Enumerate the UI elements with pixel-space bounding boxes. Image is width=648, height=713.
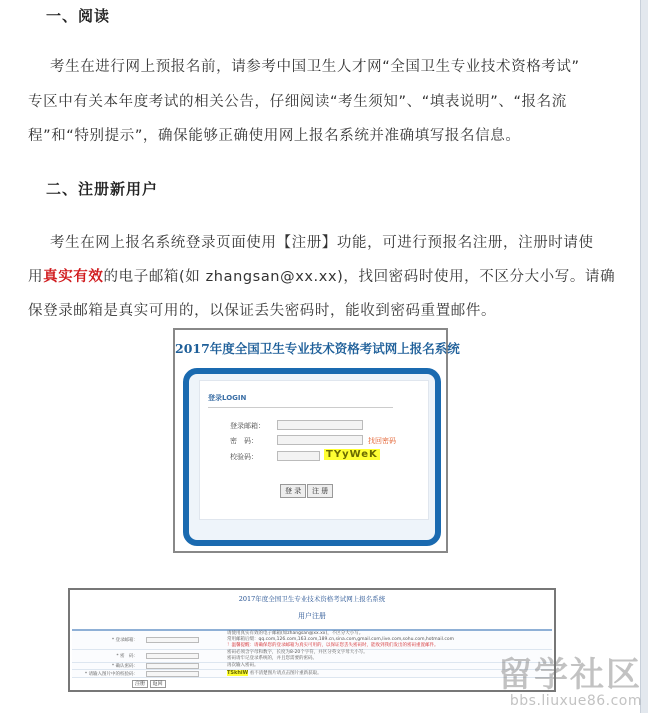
login-frame — [183, 368, 441, 546]
page-edge — [640, 0, 648, 713]
email-field — [277, 420, 363, 430]
login-screenshot — [173, 328, 460, 553]
form-row — [72, 670, 552, 678]
hint-text: 密码必须含字母和数字，长度为8-20个字符，并区分英文字母大小写。 — [227, 650, 368, 655]
field-hint — [227, 631, 552, 649]
watermark-url: bbs.liuxue86.com — [509, 693, 642, 709]
confirm-password-field — [146, 663, 199, 669]
warning-text: ！温馨提醒：请确保您的登录邮箱为真实可用的，以保证您丢失密码时，能收到我们发出的密码重置邮件。 — [227, 643, 439, 648]
password-field — [146, 653, 199, 659]
form-actions — [72, 678, 552, 687]
paragraph-line: 专区中有关本年度考试的相关公告，仔细阅读“考生须知”、“填表说明”、“报名流 — [28, 94, 567, 110]
hint-text: 再次输入密码。 — [227, 663, 259, 668]
field-label: * 确认密码： — [111, 664, 138, 669]
divider — [208, 407, 393, 408]
captcha-field — [146, 671, 199, 677]
form-row — [72, 650, 552, 663]
system-title: 2017年度全国卫生专业技术资格考试网上报名系统 — [175, 341, 460, 356]
paragraph-line: 考生在进行网上预报名前，请参考中国卫生人才网“全国卫生专业技术资格考试” — [50, 59, 580, 75]
form-row — [72, 663, 552, 670]
text: 用 — [28, 269, 44, 285]
register-screenshot — [68, 588, 556, 692]
captcha-label: 校验码： — [230, 453, 258, 461]
login-title: 登录LOGIN — [208, 394, 247, 402]
captcha-image: TYyWeK — [326, 449, 378, 460]
field-label: * 请输入图片中的校验码： — [84, 671, 138, 677]
emphasis-text: 真实有效 — [43, 269, 104, 285]
section-heading-read: 一、阅读 — [46, 7, 111, 25]
text: 的电子邮箱(如 zhangsan@xx.xx)，找回密码时使用，不区分大小写。请确 — [103, 269, 616, 285]
captcha-image: TSkhiW — [227, 670, 249, 676]
login-button: 登 录 — [280, 484, 306, 498]
hint-text: 密码请牢记登录系统的，并且您需要的密码。 — [227, 656, 317, 661]
register-form — [72, 629, 552, 687]
field-label: * 登录邮箱： — [111, 638, 138, 643]
hint-text: 常用邮箱后缀：qq.com,126.com,163.com,189.cn,sina.com,gmail.com,live.com,sohu.com,hotmail.com — [227, 637, 454, 642]
paragraph-line: 考生在网上报名系统登录页面使用【注册】功能，可进行预报名注册，注册时请使 — [50, 235, 594, 251]
section-heading-register: 二、注册新用户 — [46, 180, 159, 198]
form-row — [72, 631, 552, 650]
back-button: 返回 — [150, 680, 166, 688]
register-button: 注册 — [132, 680, 148, 688]
register-button: 注 册 — [307, 484, 333, 498]
register-subtitle: 用户注册 — [298, 612, 326, 620]
field-label: * 密 码： — [116, 654, 138, 659]
hint-text: 请使用真实有效的电子邮箱(如zhangsan@xx.xx)，不区分大小写。 — [227, 631, 364, 636]
password-field — [277, 435, 363, 445]
captcha-field — [277, 451, 320, 461]
paragraph-line: 程”和“特别提示”，确保能够正确使用网上报名系统并准确填写报名信息。 — [28, 128, 521, 144]
login-panel — [199, 380, 429, 520]
watermark — [498, 657, 642, 709]
email-field — [146, 637, 199, 643]
forgot-password-link: 找回密码 — [368, 437, 396, 445]
hint-text: 看不清楚图片请点击图片重新获取。 — [249, 671, 322, 676]
email-label: 登录邮箱： — [230, 422, 265, 430]
paragraph-line — [28, 265, 615, 286]
password-label: 密 码： — [230, 437, 258, 445]
system-title: 2017年度全国卫生专业技术资格考试网上报名系统 — [238, 595, 386, 603]
watermark-logo: 留学社区 — [498, 655, 642, 695]
paragraph-line: 保登录邮箱是真实可用的，以保证丢失密码时，能收到密码重置邮件。 — [28, 303, 497, 319]
